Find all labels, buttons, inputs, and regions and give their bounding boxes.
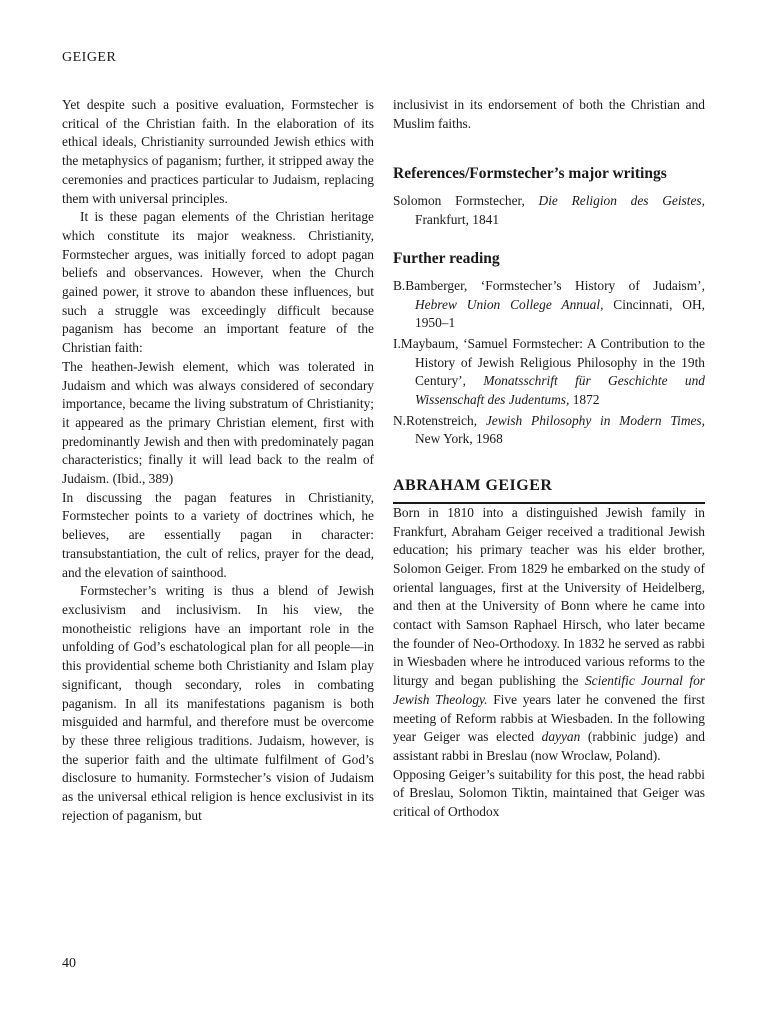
entry-title: ABRAHAM GEIGER	[393, 477, 705, 504]
paragraph: In discussing the pagan features in Christianity, Formstecher points to a variety of doctrines which, he believes, are essentially pagan in character: transubstantiation, the cult of relics, prayer for the dead, and the elevation of sainthood.	[62, 489, 374, 580]
reference-item: I.Maybaum, ‘Samuel Formstecher: A Contribution to the History of Jewish Religious Philosophy in the 19th Century’, Monatsschrift für Geschichte und Wissenschaft des Judentums, 1872	[393, 335, 705, 408]
paragraph: Born in 1810 into a distinguished Jewish family in Frankfurt, Abraham Geiger received a traditional Jewish education; his primary teacher was his elder brother, Solomon Geiger. From 1829 he embarked on the study of oriental languages, first at the University of Heidelberg, and then at the University of Bonn where he came into contact with Samson Raphael Hirsch, who later became the founder of Neo-Orthodoxy. In 1832 he served as rabbi in Wiesbaden where he introduced various reforms to the liturgy and began publishing the Scientific Journal for Jewish Theology. Five years later he convened the first meeting of Reform rabbis at Wiesbaden. In the following year Geiger was elected dayyan (rabbinic judge) and assistant rabbi in Breslau (now Wroclaw, Poland).	[393, 504, 706, 763]
block-quote: The heathen-Jewish element, which was tolerated in Judaism and which was always considered of secondary importance, became the living substratum of Christianity; it appeared as the primary Christian element, first with predominantly Jewish and then with predominately pagan characteristics; finally it will lead back to the realm of Judaism. (Ibid., 389)	[62, 358, 374, 487]
paragraph: Formstecher’s writing is thus a blend of Jewish exclusivism and inclusivism. In his view, the monotheistic religions have an important role in the unfolding of God’s eschatological plan for all people—in this providential scheme both Christianity and Islam play significant, though secondary, roles in combating paganism. In all its manifestations paganism is both misguided and harmful, and therefore must be overcome by these three religious traditions. Judaism, however, is the superior faith and the ultimate fulfilment of God’s disclosure to humanity. Formstecher’s vision of Judaism as the universal ethical religion is hence exclusivist in its rejection of paganism, but	[62, 583, 374, 823]
reference-item: Solomon Formstecher, Die Religion des Geistes, Frankfurt, 1841	[393, 193, 705, 228]
running-head: GEIGER	[62, 50, 117, 65]
reference-item: N.Rotenstreich, Jewish Philosophy in Modern Times, New York, 1968	[393, 412, 705, 447]
page-number: 40	[62, 956, 76, 971]
right-column	[393, 96, 705, 822]
left-column	[62, 96, 374, 825]
paragraph: It is these pagan elements of the Christian heritage which constitute its major weakness. Christianity, Formstecher argues, was initially forced to adopt pagan beliefs and observances. However, when the Church gained power, it strove to abandon these influences, but such a struggle was exceedingly difficult because paganism has become an important feature of the Christian faith:	[62, 209, 374, 356]
paragraph: Yet despite such a positive evaluation, Formstecher is critical of the Christian faith. In the elaboration of its ethical ideals, Christianity surrounded Jewish ethics with the metaphysics of paganism; further, it stripped away the ceremonies and practices particular to Judaism, replacing them with universal principles.	[62, 97, 374, 206]
reference-item: B.Bamberger, ‘Formstecher’s History of Judaism’, Hebrew Union College Annual, Cincinnati, OH, 1950–1	[393, 277, 705, 331]
further-reading-heading: Further reading	[393, 249, 500, 267]
paragraph: Opposing Geiger’s suitability for this post, the head rabbi of Breslau, Solomon Tiktin, maintained that Geiger was critical of Orthodox	[393, 766, 705, 820]
paragraph: inclusivist in its endorsement of both the Christian and Muslim faiths.	[393, 97, 705, 131]
references-heading: References/Formstecher’s major writings	[393, 165, 667, 183]
